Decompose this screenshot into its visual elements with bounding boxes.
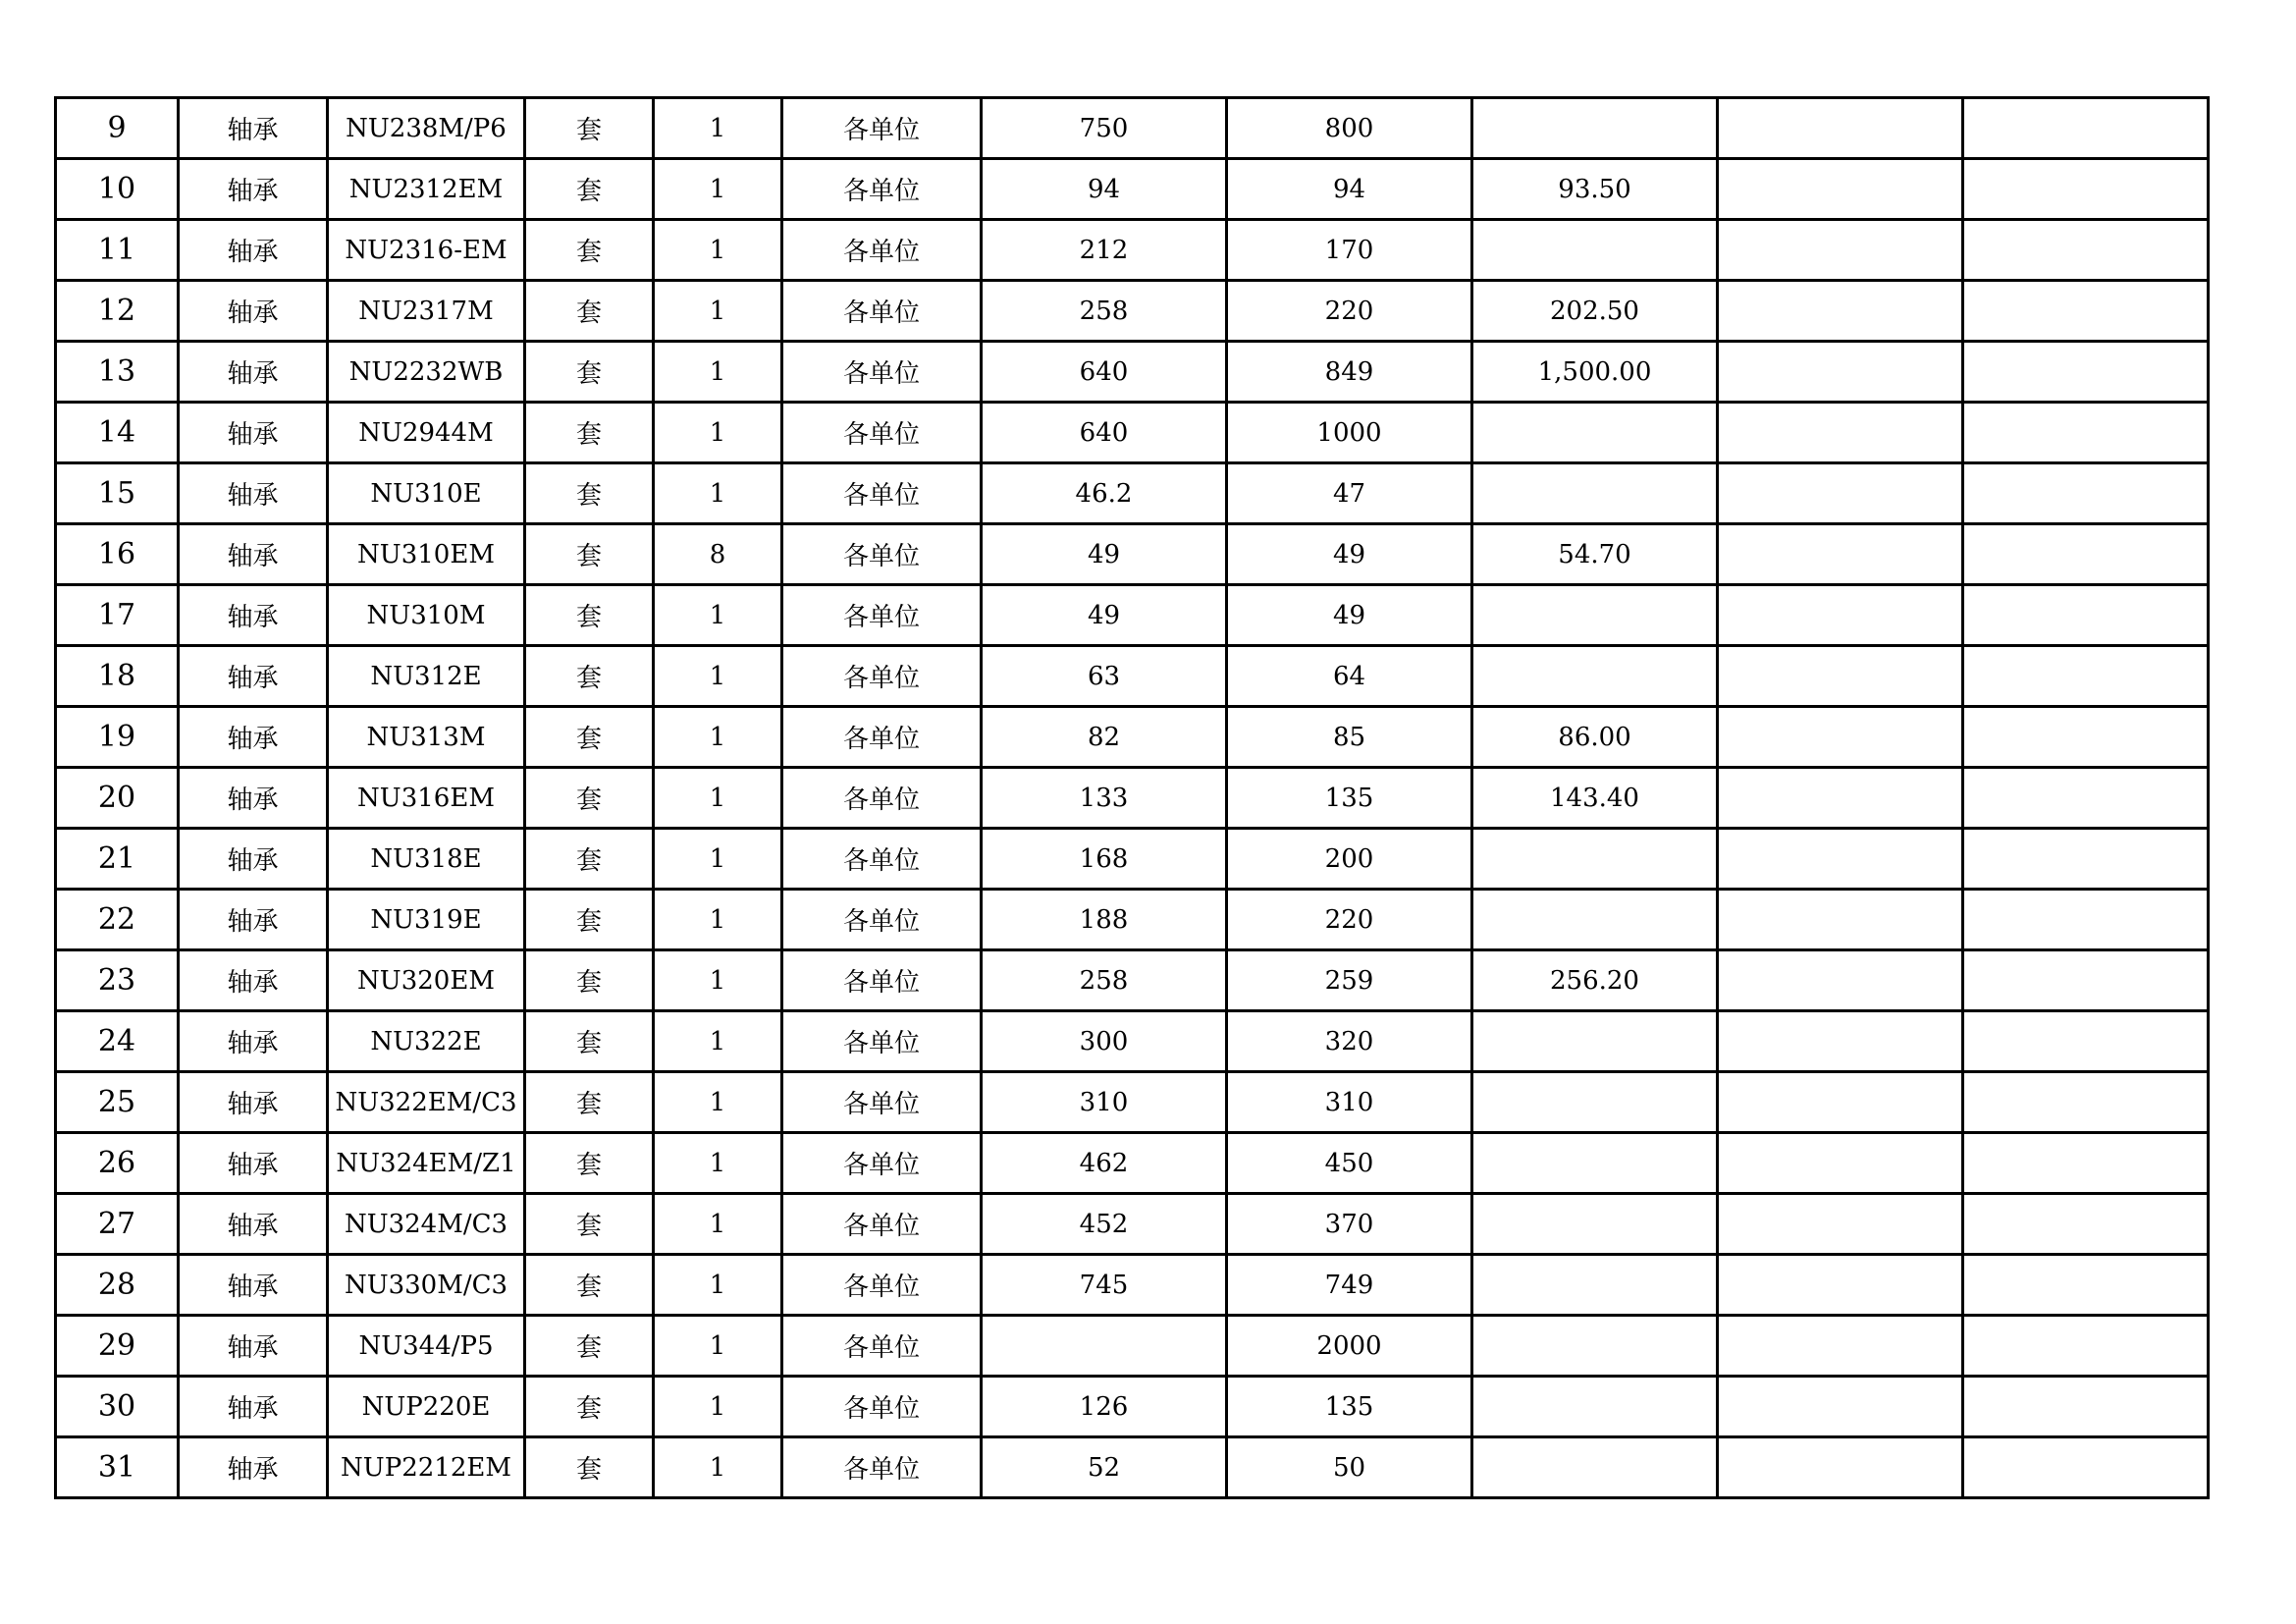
cell-quantity: 1 [654,585,782,646]
cell-model: NU324M/C3 [328,1194,525,1255]
table-row [56,159,2209,220]
cell-unit: 套 [525,1255,654,1316]
cell-extra-1 [1718,1072,1963,1133]
cell-department: 各单位 [782,342,982,403]
cell-quantity: 8 [654,524,782,585]
cell-price-3 [1472,1437,1718,1498]
cell-price-3 [1472,1194,1718,1255]
cell-item-name: 轴承 [179,1194,328,1255]
cell-item-name: 轴承 [179,707,328,768]
cell-price-3 [1472,1255,1718,1316]
cell-quantity: 1 [654,1255,782,1316]
cell-extra-2 [1963,707,2209,768]
cell-unit: 套 [525,98,654,159]
cell-unit: 套 [525,646,654,707]
cell-extra-1 [1718,524,1963,585]
cell-quantity: 1 [654,1316,782,1377]
cell-item-name: 轴承 [179,1072,328,1133]
cell-model: NU318E [328,829,525,890]
cell-extra-1 [1718,463,1963,524]
cell-price-2: 49 [1227,524,1472,585]
table-row [56,403,2209,463]
cell-serial-number: 31 [56,1437,179,1498]
cell-price-1: 452 [982,1194,1227,1255]
cell-extra-2 [1963,1255,2209,1316]
cell-price-2: 135 [1227,768,1472,829]
cell-model: NU2944M [328,403,525,463]
cell-price-3 [1472,463,1718,524]
cell-extra-2 [1963,950,2209,1011]
cell-unit: 套 [525,1133,654,1194]
cell-price-2: 170 [1227,220,1472,281]
cell-quantity: 1 [654,1194,782,1255]
cell-serial-number: 12 [56,281,179,342]
cell-extra-2 [1963,281,2209,342]
cell-price-2: 50 [1227,1437,1472,1498]
cell-serial-number: 29 [56,1316,179,1377]
cell-serial-number: 27 [56,1194,179,1255]
cell-price-1: 126 [982,1377,1227,1437]
cell-price-2: 135 [1227,1377,1472,1437]
cell-department: 各单位 [782,159,982,220]
cell-department: 各单位 [782,98,982,159]
cell-department: 各单位 [782,1133,982,1194]
table-row [56,890,2209,950]
cell-quantity: 1 [654,159,782,220]
cell-price-1: 133 [982,768,1227,829]
cell-extra-1 [1718,281,1963,342]
cell-price-3 [1472,1377,1718,1437]
cell-unit: 套 [525,1011,654,1072]
cell-serial-number: 14 [56,403,179,463]
cell-extra-2 [1963,98,2209,159]
cell-item-name: 轴承 [179,1133,328,1194]
cell-price-1: 258 [982,281,1227,342]
cell-unit: 套 [525,342,654,403]
cell-price-1: 46.2 [982,463,1227,524]
cell-quantity: 1 [654,1072,782,1133]
cell-model: NUP220E [328,1377,525,1437]
cell-extra-1 [1718,1255,1963,1316]
cell-serial-number: 9 [56,98,179,159]
table-row [56,281,2209,342]
cell-unit: 套 [525,524,654,585]
cell-extra-1 [1718,829,1963,890]
table-row [56,585,2209,646]
cell-price-2: 450 [1227,1133,1472,1194]
cell-extra-2 [1963,1011,2209,1072]
cell-unit: 套 [525,707,654,768]
cell-extra-2 [1963,829,2209,890]
cell-unit: 套 [525,1316,654,1377]
cell-price-3: 86.00 [1472,707,1718,768]
cell-model: NU2317M [328,281,525,342]
cell-price-1: 310 [982,1072,1227,1133]
cell-department: 各单位 [782,890,982,950]
cell-quantity: 1 [654,342,782,403]
cell-serial-number: 24 [56,1011,179,1072]
cell-price-3 [1472,98,1718,159]
cell-quantity: 1 [654,646,782,707]
cell-quantity: 1 [654,281,782,342]
cell-item-name: 轴承 [179,585,328,646]
cell-quantity: 1 [654,463,782,524]
cell-item-name: 轴承 [179,403,328,463]
cell-price-1: 212 [982,220,1227,281]
cell-price-3 [1472,646,1718,707]
table-row [56,1072,2209,1133]
table-body [56,98,2209,1498]
cell-department: 各单位 [782,1316,982,1377]
cell-item-name: 轴承 [179,98,328,159]
cell-department: 各单位 [782,646,982,707]
cell-quantity: 1 [654,707,782,768]
cell-unit: 套 [525,950,654,1011]
cell-item-name: 轴承 [179,220,328,281]
cell-price-1: 49 [982,585,1227,646]
cell-extra-1 [1718,1377,1963,1437]
cell-unit: 套 [525,1437,654,1498]
cell-price-2: 47 [1227,463,1472,524]
cell-item-name: 轴承 [179,829,328,890]
cell-item-name: 轴承 [179,1316,328,1377]
cell-extra-2 [1963,403,2209,463]
cell-serial-number: 18 [56,646,179,707]
cell-quantity: 1 [654,950,782,1011]
cell-price-2: 220 [1227,281,1472,342]
cell-price-3 [1472,1011,1718,1072]
cell-serial-number: 26 [56,1133,179,1194]
cell-department: 各单位 [782,707,982,768]
cell-model: NU313M [328,707,525,768]
cell-price-2: 200 [1227,829,1472,890]
cell-model: NU2312EM [328,159,525,220]
cell-model: NU324EM/Z1 [328,1133,525,1194]
cell-price-1: 640 [982,342,1227,403]
cell-price-1: 188 [982,890,1227,950]
cell-extra-2 [1963,646,2209,707]
cell-model: NUP2212EM [328,1437,525,1498]
cell-department: 各单位 [782,585,982,646]
cell-extra-2 [1963,1072,2209,1133]
cell-serial-number: 17 [56,585,179,646]
cell-price-1: 168 [982,829,1227,890]
cell-unit: 套 [525,220,654,281]
cell-item-name: 轴承 [179,1377,328,1437]
cell-extra-1 [1718,1133,1963,1194]
cell-price-3 [1472,1316,1718,1377]
cell-price-1: 82 [982,707,1227,768]
cell-extra-1 [1718,342,1963,403]
cell-price-1 [982,1316,1227,1377]
cell-price-2: 320 [1227,1011,1472,1072]
table-row [56,342,2209,403]
cell-price-1: 750 [982,98,1227,159]
cell-extra-1 [1718,890,1963,950]
cell-unit: 套 [525,768,654,829]
cell-quantity: 1 [654,220,782,281]
cell-serial-number: 28 [56,1255,179,1316]
cell-price-3 [1472,1072,1718,1133]
cell-model: NU2316-EM [328,220,525,281]
cell-department: 各单位 [782,1377,982,1437]
cell-serial-number: 25 [56,1072,179,1133]
cell-extra-2 [1963,890,2209,950]
cell-price-1: 94 [982,159,1227,220]
cell-item-name: 轴承 [179,890,328,950]
cell-unit: 套 [525,403,654,463]
table-row [56,98,2209,159]
table-row [56,463,2209,524]
cell-extra-2 [1963,1133,2209,1194]
cell-price-3: 1,500.00 [1472,342,1718,403]
cell-price-2: 800 [1227,98,1472,159]
cell-price-3: 143.40 [1472,768,1718,829]
cell-department: 各单位 [782,281,982,342]
cell-price-3 [1472,890,1718,950]
cell-model: NU344/P5 [328,1316,525,1377]
cell-serial-number: 30 [56,1377,179,1437]
cell-extra-1 [1718,1316,1963,1377]
cell-department: 各单位 [782,768,982,829]
cell-extra-1 [1718,98,1963,159]
cell-extra-1 [1718,950,1963,1011]
table-row [56,1377,2209,1437]
cell-quantity: 1 [654,768,782,829]
cell-model: NU310E [328,463,525,524]
cell-price-1: 462 [982,1133,1227,1194]
table-row [56,1011,2209,1072]
cell-extra-2 [1963,1377,2209,1437]
cell-unit: 套 [525,1194,654,1255]
cell-quantity: 1 [654,1437,782,1498]
table-row [56,950,2209,1011]
cell-price-1: 745 [982,1255,1227,1316]
cell-department: 各单位 [782,1194,982,1255]
cell-department: 各单位 [782,220,982,281]
cell-unit: 套 [525,159,654,220]
cell-model: NU310EM [328,524,525,585]
cell-price-3 [1472,585,1718,646]
cell-price-2: 259 [1227,950,1472,1011]
cell-item-name: 轴承 [179,281,328,342]
cell-extra-1 [1718,1194,1963,1255]
cell-unit: 套 [525,585,654,646]
cell-serial-number: 11 [56,220,179,281]
table-row [56,524,2209,585]
cell-model: NU238M/P6 [328,98,525,159]
cell-price-1: 300 [982,1011,1227,1072]
cell-extra-2 [1963,1437,2209,1498]
cell-serial-number: 10 [56,159,179,220]
cell-price-2: 2000 [1227,1316,1472,1377]
cell-price-2: 94 [1227,159,1472,220]
cell-price-1: 258 [982,950,1227,1011]
table-row [56,1316,2209,1377]
cell-price-2: 85 [1227,707,1472,768]
cell-extra-1 [1718,768,1963,829]
cell-serial-number: 19 [56,707,179,768]
cell-department: 各单位 [782,1072,982,1133]
cell-extra-1 [1718,1011,1963,1072]
cell-quantity: 1 [654,890,782,950]
cell-quantity: 1 [654,1133,782,1194]
cell-serial-number: 22 [56,890,179,950]
cell-model: NU322EM/C3 [328,1072,525,1133]
cell-extra-1 [1718,646,1963,707]
cell-serial-number: 15 [56,463,179,524]
cell-quantity: 1 [654,829,782,890]
table-row [56,1437,2209,1498]
cell-model: NU312E [328,646,525,707]
cell-quantity: 1 [654,1011,782,1072]
cell-quantity: 1 [654,98,782,159]
cell-department: 各单位 [782,1437,982,1498]
cell-price-2: 749 [1227,1255,1472,1316]
cell-price-3 [1472,220,1718,281]
table-row [56,707,2209,768]
cell-price-2: 220 [1227,890,1472,950]
cell-quantity: 1 [654,1377,782,1437]
table-row [56,220,2209,281]
table-row [56,829,2209,890]
table-row [56,1255,2209,1316]
cell-extra-2 [1963,1194,2209,1255]
cell-extra-1 [1718,220,1963,281]
cell-department: 各单位 [782,463,982,524]
cell-serial-number: 23 [56,950,179,1011]
cell-price-2: 1000 [1227,403,1472,463]
table-row [56,646,2209,707]
cell-price-2: 849 [1227,342,1472,403]
cell-serial-number: 16 [56,524,179,585]
cell-extra-1 [1718,1437,1963,1498]
cell-price-1: 63 [982,646,1227,707]
cell-model: NU316EM [328,768,525,829]
cell-department: 各单位 [782,950,982,1011]
cell-unit: 套 [525,281,654,342]
cell-item-name: 轴承 [179,342,328,403]
cell-unit: 套 [525,890,654,950]
cell-model: NU310M [328,585,525,646]
cell-model: NU322E [328,1011,525,1072]
cell-extra-2 [1963,342,2209,403]
cell-serial-number: 21 [56,829,179,890]
cell-unit: 套 [525,1377,654,1437]
cell-price-3 [1472,829,1718,890]
cell-price-1: 640 [982,403,1227,463]
cell-price-1: 52 [982,1437,1227,1498]
cell-price-3: 202.50 [1472,281,1718,342]
cell-model: NU2232WB [328,342,525,403]
cell-item-name: 轴承 [179,1437,328,1498]
cell-price-3: 256.20 [1472,950,1718,1011]
cell-department: 各单位 [782,829,982,890]
cell-price-2: 370 [1227,1194,1472,1255]
cell-extra-2 [1963,768,2209,829]
cell-quantity: 1 [654,403,782,463]
cell-extra-2 [1963,1316,2209,1377]
cell-model: NU319E [328,890,525,950]
cell-department: 各单位 [782,1011,982,1072]
cell-price-3: 54.70 [1472,524,1718,585]
cell-price-1: 49 [982,524,1227,585]
cell-item-name: 轴承 [179,524,328,585]
table-row [56,1194,2209,1255]
cell-price-2: 49 [1227,585,1472,646]
cell-extra-1 [1718,403,1963,463]
cell-extra-2 [1963,220,2209,281]
cell-extra-2 [1963,524,2209,585]
cell-price-3: 93.50 [1472,159,1718,220]
cell-unit: 套 [525,829,654,890]
cell-item-name: 轴承 [179,159,328,220]
cell-unit: 套 [525,463,654,524]
cell-extra-2 [1963,463,2209,524]
cell-department: 各单位 [782,1255,982,1316]
table-row [56,1133,2209,1194]
cell-price-3 [1472,1133,1718,1194]
cell-item-name: 轴承 [179,1255,328,1316]
cell-item-name: 轴承 [179,1011,328,1072]
cell-extra-2 [1963,159,2209,220]
cell-price-3 [1472,403,1718,463]
price-table [54,96,2210,1499]
cell-serial-number: 13 [56,342,179,403]
table-row [56,768,2209,829]
cell-serial-number: 20 [56,768,179,829]
cell-extra-1 [1718,585,1963,646]
cell-item-name: 轴承 [179,768,328,829]
cell-model: NU320EM [328,950,525,1011]
cell-model: NU330M/C3 [328,1255,525,1316]
cell-price-2: 310 [1227,1072,1472,1133]
cell-unit: 套 [525,1072,654,1133]
cell-price-2: 64 [1227,646,1472,707]
cell-item-name: 轴承 [179,646,328,707]
cell-department: 各单位 [782,403,982,463]
cell-item-name: 轴承 [179,463,328,524]
cell-department: 各单位 [782,524,982,585]
cell-extra-1 [1718,707,1963,768]
cell-extra-2 [1963,585,2209,646]
cell-item-name: 轴承 [179,950,328,1011]
cell-extra-1 [1718,159,1963,220]
